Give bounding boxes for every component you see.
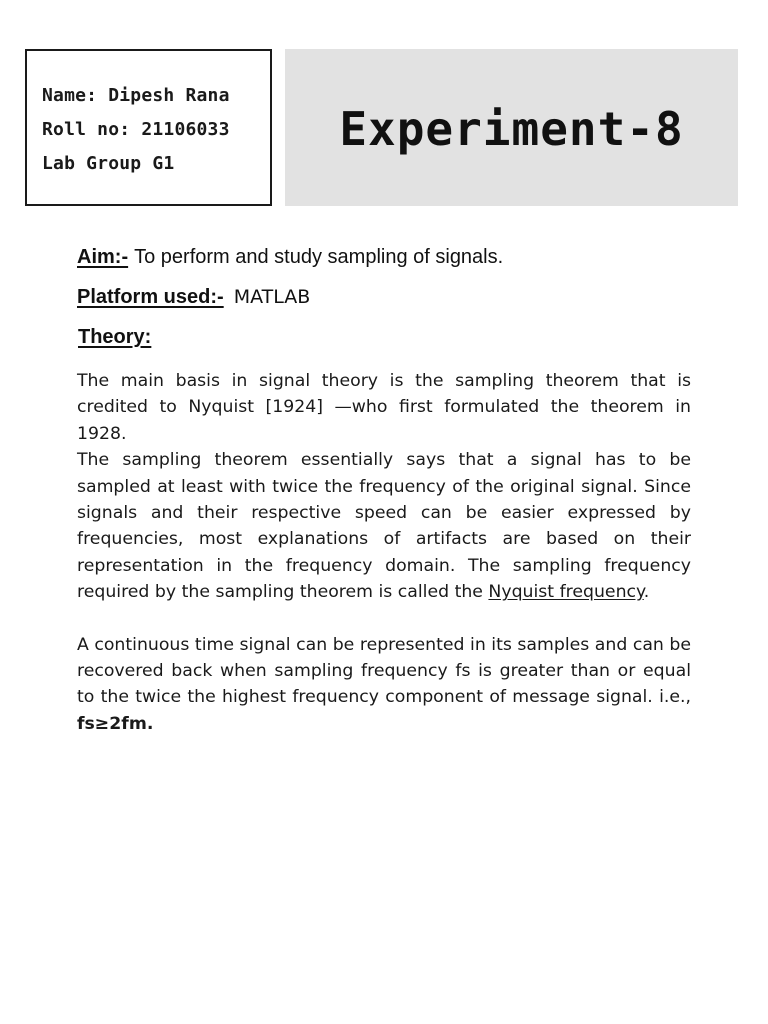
platform-text: MATLAB [233,286,311,308]
platform-label: Platform used:- [77,286,224,308]
theory-paragraph-3-text: A continuous time signal can be represented in its samples and can be recovered back when sampling frequency fs is greater than or equal to the twice the highest frequency component of message signal. i.e., [77,634,691,708]
theory-paragraph-1: The main basis in signal theory is the sampling theorem that is credited to Nyquist [1924] —who first formulated the theorem in 1928. [77,371,691,444]
document-body [77,246,691,737]
nyquist-frequency-link[interactable]: Nyquist frequency [488,582,644,603]
student-info-box [25,49,272,206]
theory-heading: Theory: [78,326,152,348]
theory-paragraph-2-text: The sampling theorem essentially says that a signal has to be sampled at least with twice the frequency of the original signal. Since signals and their respective speed can be easier expressed by frequencies, most explanations of artifacts are based on their representation in the frequency domain. The sampling frequency required by the sampling theorem is called the [77,450,691,603]
platform-row [77,286,691,326]
theory-paragraph-3 [77,632,691,738]
theory-paragraph-2-end: . [643,582,650,603]
sampling-condition-formula: fs≥2fm. [77,713,154,734]
experiment-title: Experiment-8 [339,101,684,156]
theory-paragraph-2 [77,447,691,605]
title-banner [285,49,738,206]
aim-text: To perform and study sampling of signals. [134,246,504,268]
student-roll: Roll no: 21106033 [42,119,230,140]
aim-row [77,246,691,286]
aim-label: Aim:- [77,246,129,268]
student-group: Lab Group G1 [42,153,175,174]
student-name: Name: Dipesh Rana [42,85,230,106]
